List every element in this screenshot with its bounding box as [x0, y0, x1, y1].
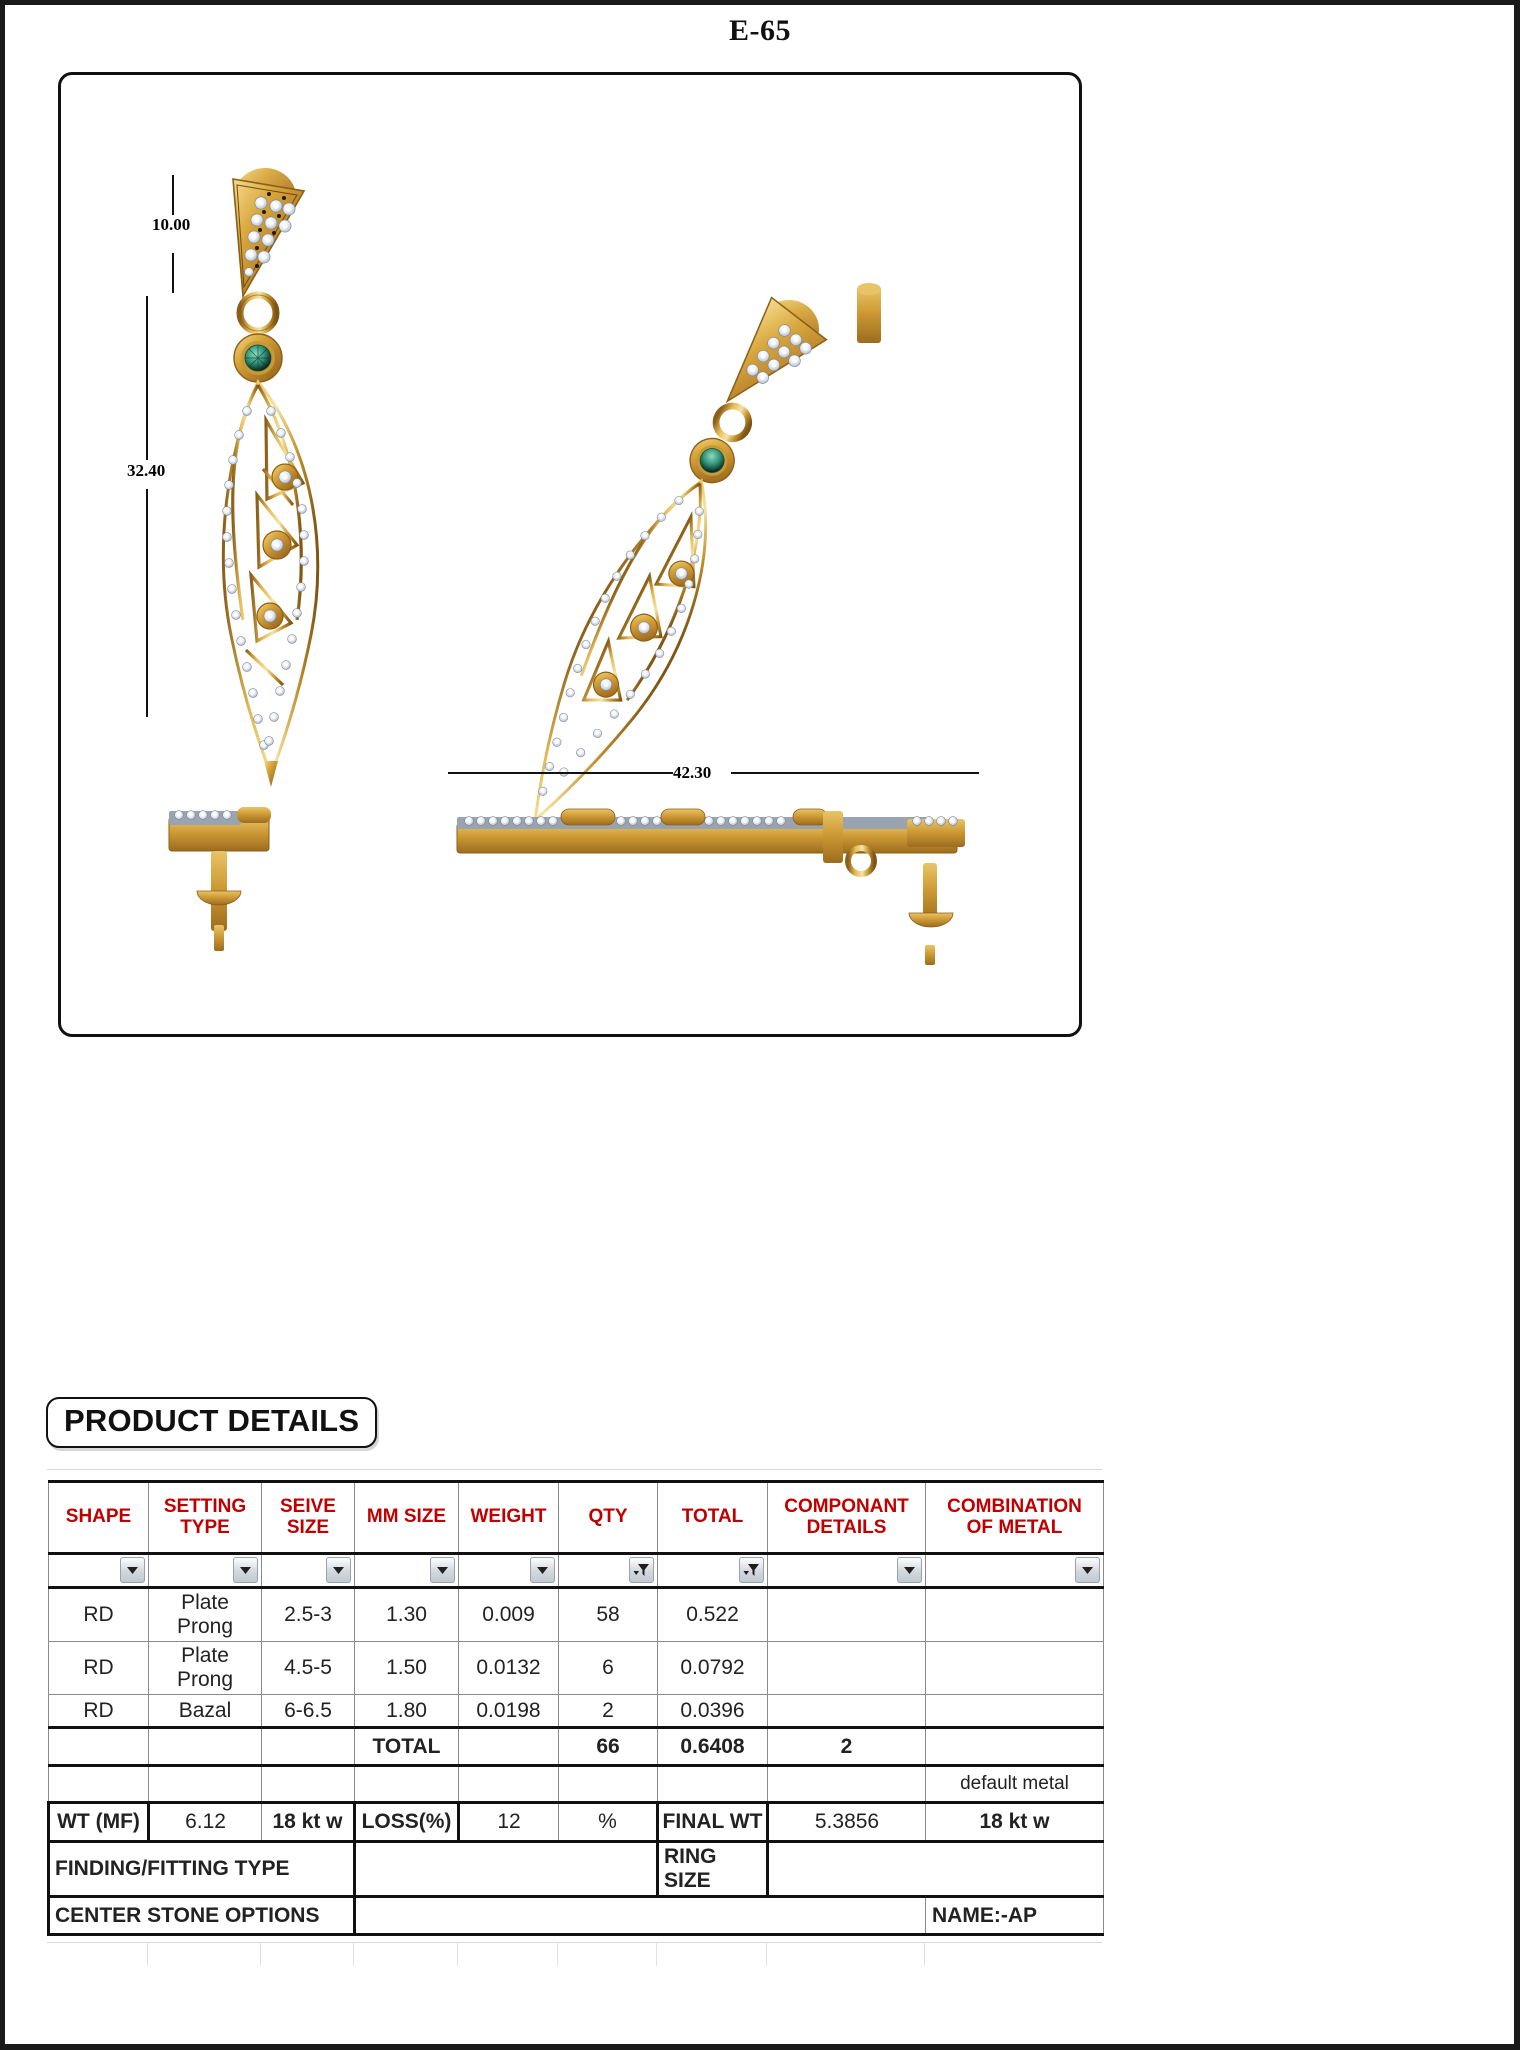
th-mm-l1: MM SIZE	[366, 1506, 447, 1528]
defmetal-blank-6	[559, 1766, 658, 1803]
ghost-vline-4	[457, 1942, 458, 1966]
dropdown-arrow-icon-weight[interactable]	[530, 1557, 555, 1583]
cell-weight: 0.0132	[459, 1642, 559, 1695]
cell-shape: RD	[49, 1642, 149, 1695]
dim-line-32-upper	[146, 296, 148, 460]
th-shape-l1: SHAPE	[65, 1506, 132, 1528]
cell-shape: RD	[49, 1695, 149, 1728]
page-left-rule	[0, 0, 5, 2050]
total-blank-3	[262, 1728, 355, 1766]
cell-mm-size: 1.30	[355, 1588, 459, 1642]
cell-componant-details	[768, 1642, 926, 1695]
table-finding-row	[49, 1842, 1104, 1897]
table-center-stone-row	[49, 1897, 1104, 1935]
side-profile-view	[169, 807, 271, 951]
loss-label: LOSS(%)	[355, 1803, 459, 1842]
th-weight	[459, 1482, 559, 1554]
cell-seive-size: 6-6.5	[262, 1695, 355, 1728]
th-total-l1: TOTAL	[681, 1506, 744, 1528]
th-setting-type	[149, 1482, 262, 1554]
th-mm-size	[355, 1482, 459, 1554]
page-bottom-rule	[0, 2044, 1520, 2050]
cell-total: 0.0792	[658, 1642, 768, 1695]
jewelry-technical-drawing	[61, 75, 1079, 1034]
cell-componant-details	[768, 1695, 926, 1728]
total-label: TOTAL	[355, 1728, 459, 1766]
cell-shape: RD	[49, 1588, 149, 1642]
cell-total: 0.0396	[658, 1695, 768, 1728]
cell-weight: 0.009	[459, 1588, 559, 1642]
dropdown-arrow-icon-mm-size[interactable]	[430, 1557, 455, 1583]
th-shape	[49, 1482, 149, 1554]
cell-combination	[926, 1588, 1104, 1642]
defmetal-blank-4	[355, 1766, 459, 1803]
filter-cell-combination-of-metal[interactable]	[926, 1554, 1104, 1588]
cell-seive-size: 2.5-3	[262, 1588, 355, 1642]
filter-cell-weight[interactable]	[459, 1554, 559, 1588]
ghost-vline-7	[766, 1942, 767, 1966]
finding-fitting-type-value	[355, 1842, 658, 1897]
th-combination-of-metal	[926, 1482, 1104, 1554]
th-comb-l1: COMBINATION	[947, 1495, 1082, 1517]
table-row	[49, 1695, 1104, 1728]
dim-label-10: 10.00	[152, 215, 191, 234]
center-stone-options-value	[355, 1897, 926, 1935]
ring-size-label: RING SIZE	[658, 1842, 768, 1897]
ghost-vline-8	[924, 1942, 925, 1966]
th-seive-l2: SIZE	[286, 1516, 330, 1538]
dropdown-arrow-icon-combination-of-metal[interactable]	[1075, 1557, 1100, 1583]
total-value: 0.6408	[658, 1728, 768, 1766]
total-blank-1	[49, 1728, 149, 1766]
cell-qty: 58	[559, 1588, 658, 1642]
filter-funnel-icon-total[interactable]	[739, 1557, 764, 1583]
angled-view-earring	[494, 284, 848, 841]
filter-cell-total[interactable]	[658, 1554, 768, 1588]
cell-qty: 6	[559, 1642, 658, 1695]
th-comp-l2: DETAILS	[806, 1516, 887, 1538]
th-qty-l1: QTY	[588, 1506, 628, 1528]
ghost-vline-6	[656, 1942, 657, 1966]
cell-mm-size: 1.50	[355, 1642, 459, 1695]
center-stone-options-label: CENTER STONE OPTIONS	[49, 1897, 355, 1935]
filter-cell-shape[interactable]	[49, 1554, 149, 1588]
table-row	[49, 1642, 1104, 1695]
total-blank-4	[459, 1728, 559, 1766]
cell-seive-size: 4.5-5	[262, 1642, 355, 1695]
filter-cell-qty[interactable]	[559, 1554, 658, 1588]
filter-cell-mm-size[interactable]	[355, 1554, 459, 1588]
defmetal-blank-3	[262, 1766, 355, 1803]
dim-label-32: 32.40	[127, 461, 166, 480]
defmetal-blank-7	[658, 1766, 768, 1803]
defmetal-blank-2	[149, 1766, 262, 1803]
product-details-table	[47, 1480, 1104, 1936]
front-view-earring	[223, 168, 318, 787]
cell-combination	[926, 1642, 1104, 1695]
th-qty	[559, 1482, 658, 1554]
defmetal-blank-5	[459, 1766, 559, 1803]
defmetal-blank-8	[768, 1766, 926, 1803]
designer-name: NAME:-AP	[926, 1897, 1104, 1935]
page-title: E-65	[729, 14, 791, 47]
finding-fitting-type-label: FINDING/FITTING TYPE	[49, 1842, 355, 1897]
table-header-row	[49, 1482, 1104, 1554]
dropdown-arrow-icon-componant-details[interactable]	[897, 1557, 922, 1583]
page-top-rule	[0, 0, 1520, 5]
dim-line-32-lower	[146, 489, 148, 717]
angled-view-post	[857, 283, 881, 343]
dropdown-arrow-icon-seive-size[interactable]	[326, 1557, 351, 1583]
loss-value: 12	[459, 1803, 559, 1842]
filter-cell-seive-size[interactable]	[262, 1554, 355, 1588]
cell-setting-type: Plate Prong	[149, 1642, 262, 1695]
filter-cell-componant-details[interactable]	[768, 1554, 926, 1588]
total-blank-5	[926, 1728, 1104, 1766]
cell-componant-details	[768, 1588, 926, 1642]
th-componant-details	[768, 1482, 926, 1554]
page-right-rule	[1514, 0, 1520, 2050]
th-setting-l1: SETTING	[163, 1495, 247, 1517]
total-componant-details: 2	[768, 1728, 926, 1766]
product-details-banner: PRODUCT DETAILS	[46, 1397, 377, 1448]
table-weight-row	[49, 1803, 1104, 1842]
th-comp-l1: COMPONANT	[784, 1495, 909, 1517]
cell-total: 0.522	[658, 1588, 768, 1642]
final-wt-label: FINAL WT	[658, 1803, 768, 1842]
final-wt-value: 5.3856	[768, 1803, 926, 1842]
table-row	[49, 1588, 1104, 1642]
ghost-vline-5	[557, 1942, 558, 1966]
cell-qty: 2	[559, 1695, 658, 1728]
th-setting-l2: TYPE	[180, 1516, 230, 1538]
cell-weight: 0.0198	[459, 1695, 559, 1728]
loss-unit: %	[559, 1803, 658, 1842]
wt-mf-value: 6.12	[149, 1803, 262, 1842]
th-weight-l1: WEIGHT	[470, 1506, 547, 1528]
ghost-vline-2	[260, 1942, 261, 1966]
ghost-gridline-bottom	[47, 1942, 1102, 1943]
ring-size-value	[768, 1842, 1104, 1897]
cell-setting-type: Bazal	[149, 1695, 262, 1728]
th-seive-size	[262, 1482, 355, 1554]
dim-line-42-right	[731, 772, 979, 774]
table-total-row	[49, 1728, 1104, 1766]
defmetal-blank-1	[49, 1766, 149, 1803]
dropdown-arrow-icon-setting-type[interactable]	[233, 1557, 258, 1583]
cell-mm-size: 1.80	[355, 1695, 459, 1728]
ghost-vline-1	[147, 1942, 148, 1966]
ghost-gridline-top	[47, 1469, 1102, 1470]
table-default-metal-row	[49, 1766, 1104, 1803]
dim-line-10-lower	[172, 253, 174, 293]
th-total	[658, 1482, 768, 1554]
filter-funnel-icon-qty[interactable]	[629, 1557, 654, 1583]
dim-label-42: 42.30	[673, 763, 712, 782]
dropdown-arrow-icon-shape[interactable]	[120, 1557, 145, 1583]
top-profile-view	[457, 809, 965, 965]
drawing-frame	[58, 72, 1082, 1037]
th-comb-l2: OF METAL	[966, 1516, 1063, 1538]
final-wt-metal: 18 kt w	[926, 1803, 1104, 1842]
filter-cell-setting-type[interactable]	[149, 1554, 262, 1588]
dim-line-42-left	[448, 772, 673, 774]
total-blank-2	[149, 1728, 262, 1766]
total-qty: 66	[559, 1728, 658, 1766]
th-seive-l1: SEIVE	[280, 1495, 336, 1517]
wt-mf-metal: 18 kt w	[262, 1803, 355, 1842]
wt-mf-label: WT (MF)	[49, 1803, 149, 1842]
table-filter-row	[49, 1554, 1104, 1588]
cell-combination	[926, 1695, 1104, 1728]
cell-setting-type: Plate Prong	[149, 1588, 262, 1642]
ghost-vline-3	[353, 1942, 354, 1966]
default-metal-value: default metal	[926, 1766, 1104, 1803]
